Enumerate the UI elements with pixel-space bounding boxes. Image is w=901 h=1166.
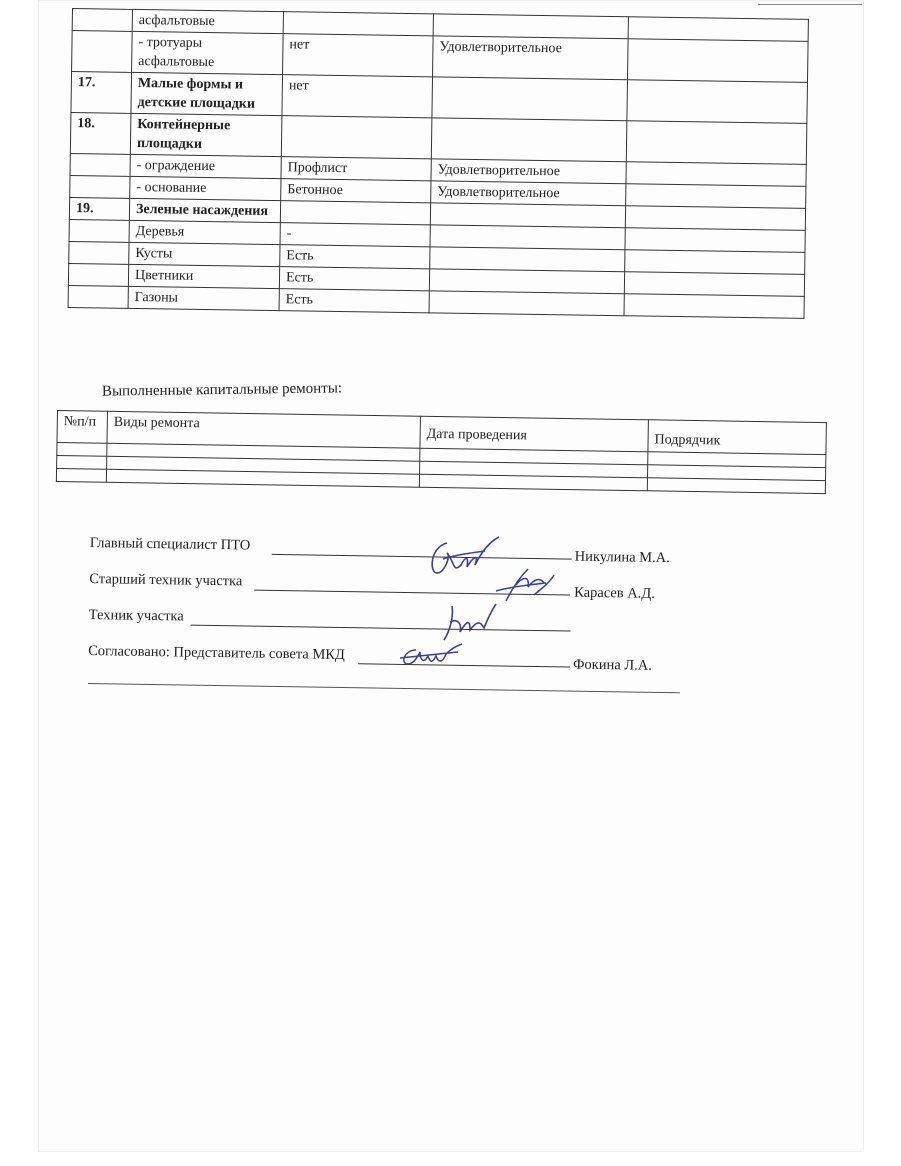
row-note <box>624 272 804 297</box>
row-number <box>70 153 130 176</box>
signature-rule <box>191 625 571 632</box>
row-value: Есть <box>280 245 430 269</box>
row-number <box>69 219 129 242</box>
row-state <box>430 247 625 272</box>
signature-role: Техник участка <box>88 606 184 625</box>
row-number: 17. <box>71 72 132 114</box>
signature-rule <box>272 554 572 560</box>
row-state <box>432 77 628 121</box>
row-note <box>626 184 806 209</box>
row-name: Деревья <box>129 220 280 244</box>
row-name: Контейнерные площадки <box>130 113 282 156</box>
row-number <box>72 31 133 73</box>
row-value: Профлист <box>281 157 431 181</box>
row-name: асфальтовые <box>132 9 283 33</box>
signature-block <box>88 535 690 688</box>
row-number: 19. <box>69 197 129 220</box>
row-number: 18. <box>70 112 131 154</box>
row-name: Зеленые насаждения <box>129 198 280 222</box>
row-value <box>281 116 432 159</box>
row-note <box>626 162 806 187</box>
row-number <box>68 263 128 286</box>
row-value: нет <box>283 34 434 77</box>
row-value: Есть <box>279 267 429 291</box>
inspection-table <box>68 8 809 319</box>
signature-name: Карасев А.Д. <box>574 584 656 602</box>
row-note <box>625 206 805 231</box>
signature-role: Главный специалист ПТО <box>89 535 251 554</box>
handwritten-signature-4 <box>398 642 468 672</box>
header-date: Дата проведения <box>420 416 648 452</box>
row-state <box>430 203 625 228</box>
row-value <box>280 201 430 225</box>
row-note <box>626 121 807 165</box>
row-number <box>70 175 130 198</box>
row-state <box>430 225 625 250</box>
repairs-caption: Выполненные капитальные ремонты: <box>101 380 343 400</box>
row-note <box>625 228 805 253</box>
row-value <box>283 12 433 36</box>
row-name: - ограждение <box>130 154 281 178</box>
handwritten-signature-2 <box>488 565 558 605</box>
row-state: Удовлетворительное <box>431 181 626 206</box>
empty-cell <box>57 443 107 457</box>
row-state: Удовлетворительное <box>433 36 629 80</box>
row-value: Есть <box>279 289 429 313</box>
row-name: Малые формы и детские площадки <box>131 72 283 115</box>
header-contractor: Подрядчик <box>648 420 826 455</box>
row-name: - тротуары асфальтовые <box>132 31 284 74</box>
row-number <box>72 9 132 32</box>
empty-cell <box>56 469 106 483</box>
row-name: - основание <box>130 176 281 200</box>
header-repair-type: Виды ремонта <box>107 411 420 448</box>
row-state <box>429 269 624 294</box>
row-note <box>627 80 808 124</box>
row-number <box>68 285 128 308</box>
empty-cell <box>57 456 107 470</box>
row-number <box>69 241 129 264</box>
row-state <box>433 14 628 39</box>
row-state <box>431 118 627 162</box>
row-note <box>624 294 804 319</box>
header-number: №п/п <box>57 411 107 444</box>
row-value: Бетонное <box>281 179 431 203</box>
signature-role: Согласовано: Представитель совета МКД <box>88 642 346 664</box>
page-edge <box>758 0 862 5</box>
row-note <box>628 17 808 42</box>
row-note <box>627 39 808 83</box>
signature-role: Старший техник участка <box>89 570 243 590</box>
row-note <box>625 250 805 275</box>
row-state <box>429 291 624 316</box>
row-value: нет <box>282 75 433 118</box>
signature-name: Никулина М.А. <box>574 548 670 567</box>
row-name: Газоны <box>128 286 279 310</box>
handwritten-signature-3 <box>440 600 500 645</box>
row-state: Удовлетворительное <box>431 159 626 184</box>
row-value: - <box>280 223 430 247</box>
row-name: Кусты <box>129 242 280 266</box>
signature-name: Фокина Л.А. <box>572 656 653 674</box>
row-name: Цветники <box>128 264 279 288</box>
empty-cell <box>647 478 825 494</box>
repairs-table <box>56 410 827 494</box>
